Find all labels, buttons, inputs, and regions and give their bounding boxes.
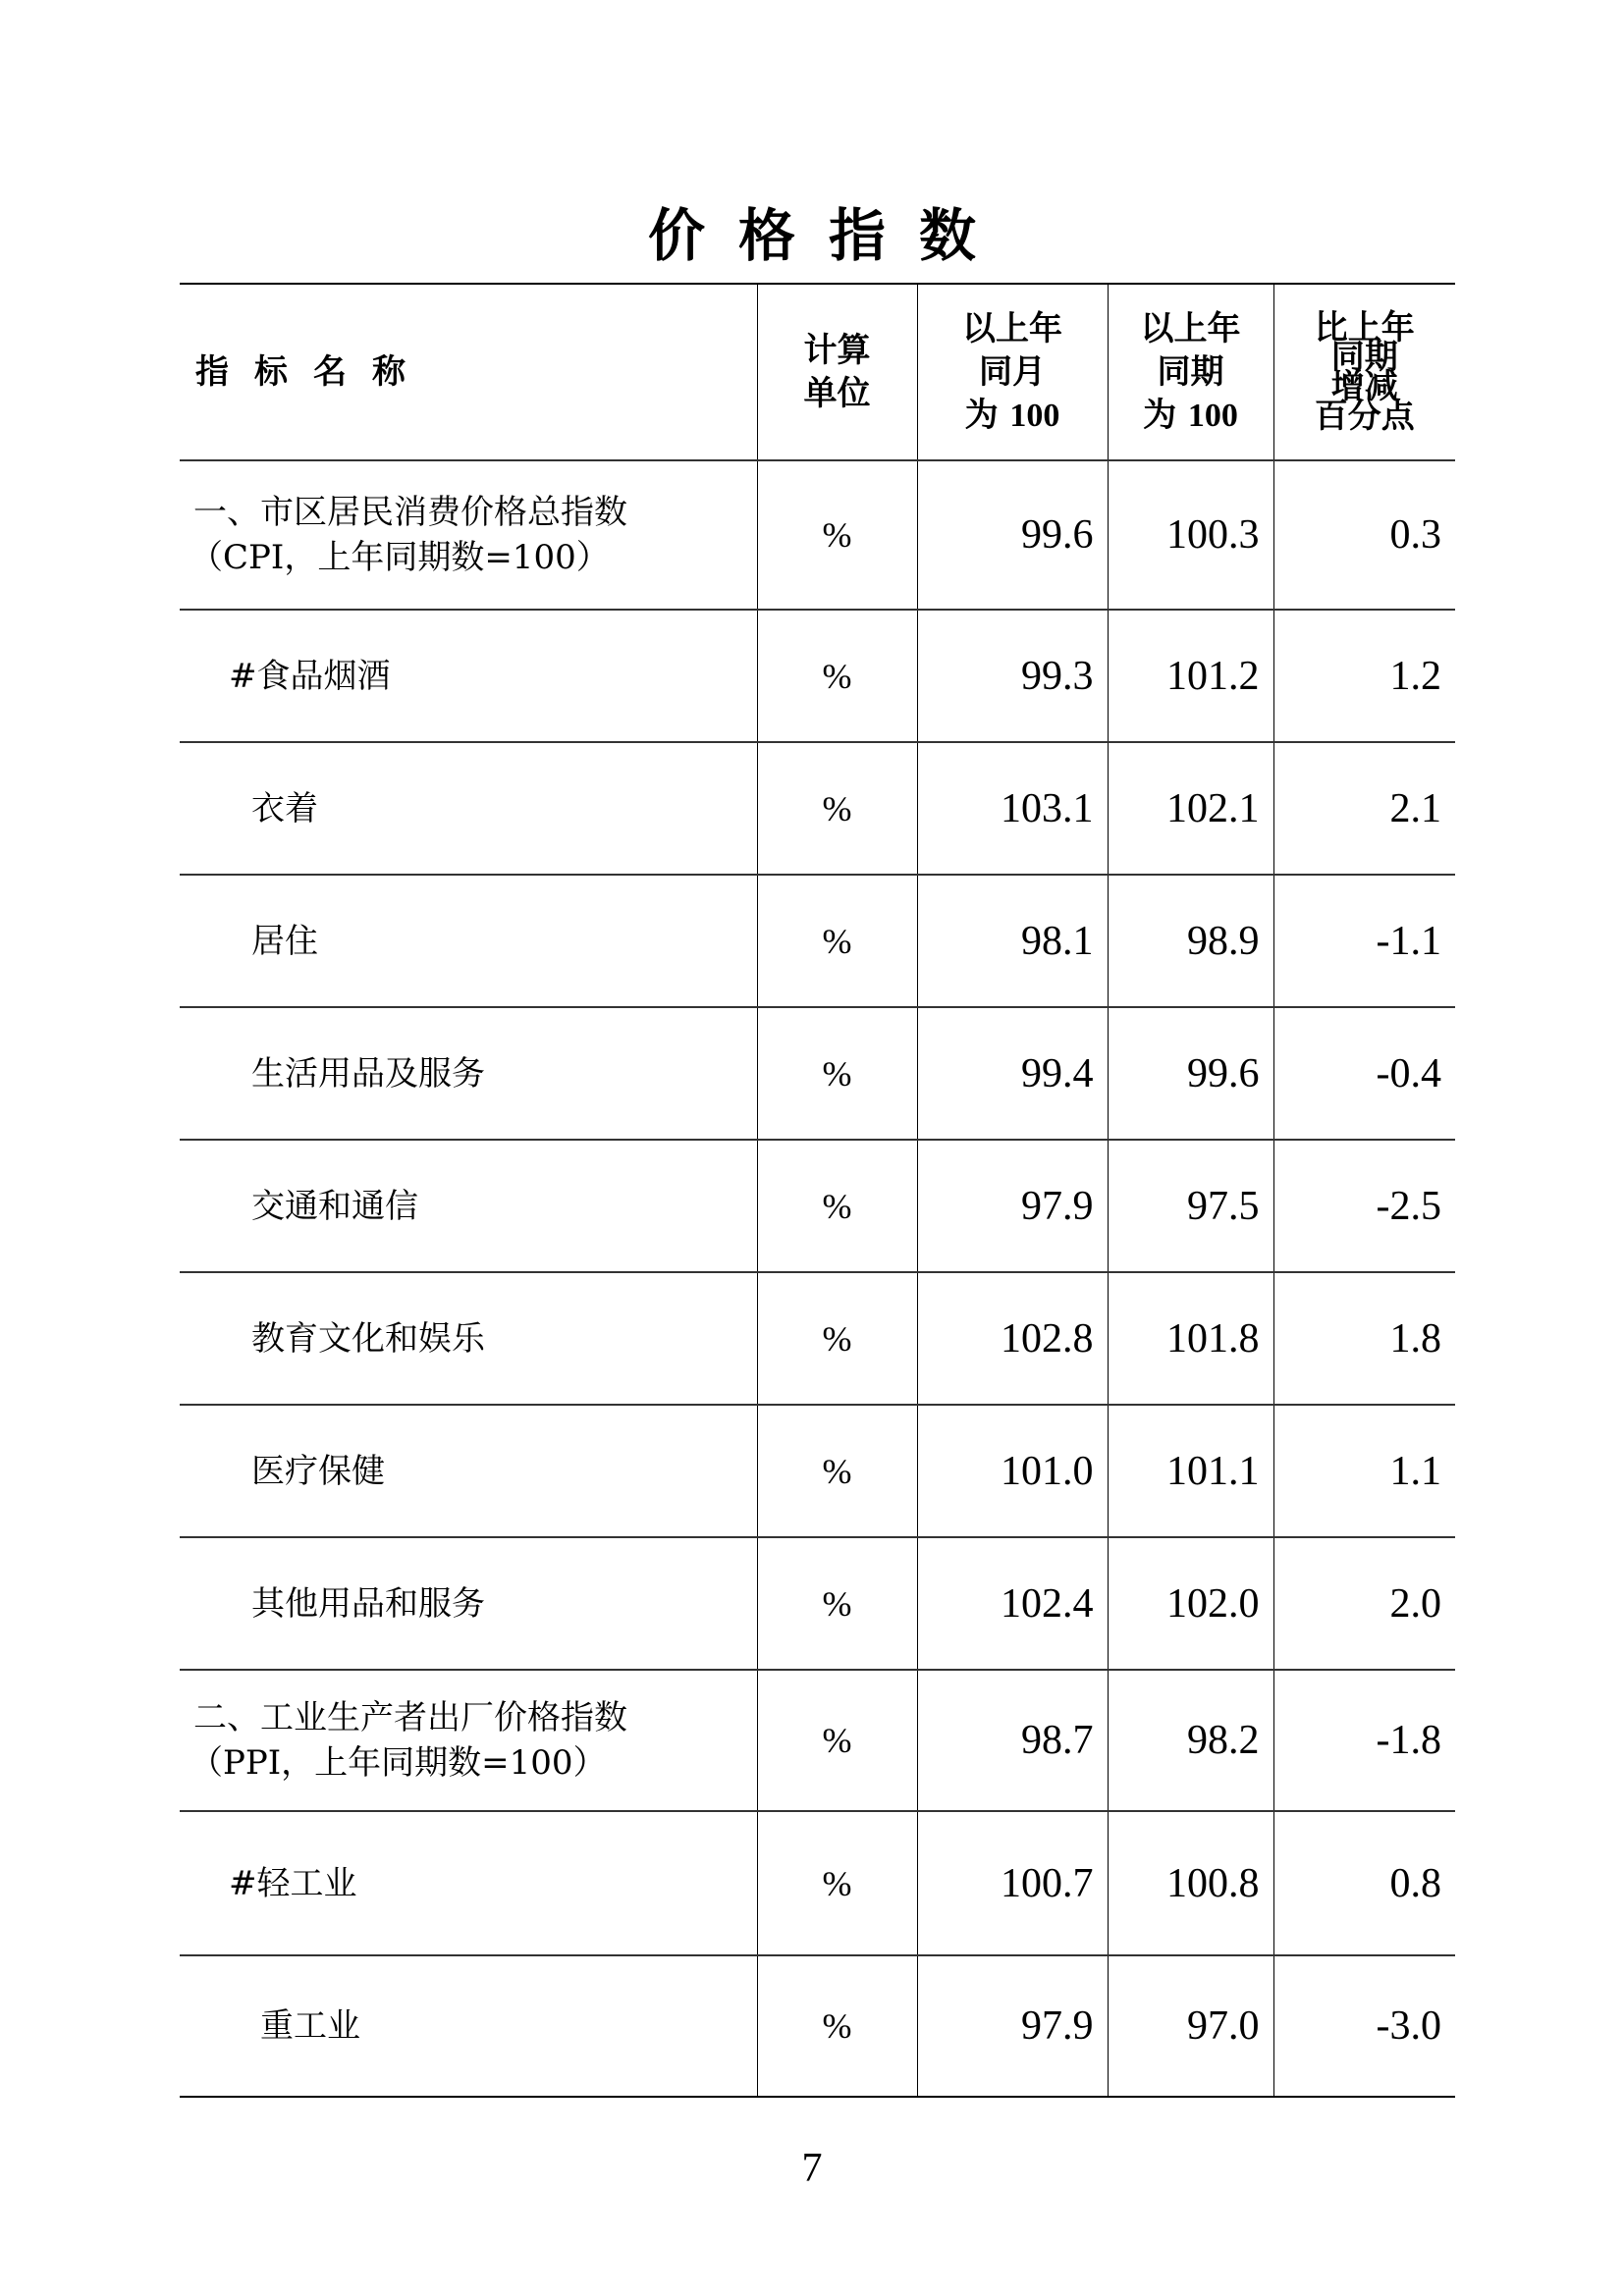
table-row (180, 1811, 1455, 1955)
yoy-period-value: 98.2 (1108, 1670, 1273, 1811)
indicator-name (180, 1405, 757, 1537)
indicator-name-line: 重工业 (260, 2006, 360, 2046)
yoy-month-value: 100.7 (917, 1811, 1108, 1955)
header-change-points (1273, 284, 1455, 460)
change-points-value: -2.5 (1273, 1140, 1455, 1272)
indicator-name (180, 875, 757, 1007)
change-points-value: -1.1 (1273, 875, 1455, 1007)
header-line: 同期 (1157, 351, 1224, 392)
indicator-name (180, 1140, 757, 1272)
table-row (180, 1405, 1455, 1537)
indicator-name (180, 742, 757, 875)
unit-cell: % (757, 1140, 917, 1272)
change-points-value: -3.0 (1273, 1955, 1455, 2097)
indicator-name-line: （CPI，上年同期数=100） (189, 538, 610, 577)
table-row (180, 1537, 1455, 1670)
header-line: 比上年 (1314, 308, 1415, 347)
indicator-name (180, 1272, 757, 1405)
yoy-period-value: 102.0 (1108, 1537, 1273, 1670)
table-row (180, 1140, 1455, 1272)
yoy-month-value: 97.9 (917, 1955, 1108, 2097)
header-line (918, 394, 1108, 438)
indicator-name (180, 1955, 757, 2097)
change-points-value: 0.8 (1273, 1811, 1455, 1955)
header-unit-line: 单位 (803, 374, 871, 413)
header-line: 百分点 (1314, 397, 1415, 436)
header-word: 为 (964, 395, 999, 435)
table-row (180, 875, 1455, 1007)
yoy-period-value: 99.6 (1108, 1007, 1273, 1140)
indicator-name-line: （PPI，上年同期数=100） (189, 1743, 607, 1783)
change-points-value: 1.2 (1273, 610, 1455, 742)
change-points-value: 1.8 (1273, 1272, 1455, 1405)
indicator-name (180, 460, 757, 610)
page-number: 7 (801, 2146, 823, 2191)
yoy-period-value: 100.3 (1108, 460, 1273, 610)
header-number: 100 (1009, 397, 1060, 434)
unit-cell: % (757, 742, 917, 875)
yoy-period-value: 101.1 (1108, 1405, 1273, 1537)
yoy-month-value: 98.1 (917, 875, 1108, 1007)
indicator-name-line: 二、工业生产者出厂价格指数 (193, 1698, 627, 1737)
unit-cell: % (757, 1955, 917, 2097)
unit-cell: % (757, 1007, 917, 1140)
table-row (180, 742, 1455, 875)
table-row (180, 1955, 1455, 2097)
change-points-value: -0.4 (1273, 1007, 1455, 1140)
yoy-month-value: 101.0 (917, 1405, 1108, 1537)
page-title: 价格指数 (647, 202, 1009, 269)
yoy-period-value: 97.0 (1108, 1955, 1273, 2097)
header-line: 增减 (1330, 367, 1398, 406)
unit-cell: % (757, 460, 917, 610)
header-word: 为 (1143, 395, 1177, 435)
yoy-period-value: 101.2 (1108, 610, 1273, 742)
header-unit (757, 284, 917, 460)
unit-cell: % (757, 1405, 917, 1537)
indicator-name (180, 1007, 757, 1140)
header-line: 同月 (979, 351, 1046, 392)
yoy-month-value: 102.8 (917, 1272, 1108, 1405)
price-index-table (180, 283, 1455, 2098)
yoy-month-value: 99.4 (917, 1007, 1108, 1140)
indicator-name-line: 衣着 (251, 788, 318, 828)
yoy-period-value: 98.9 (1108, 875, 1273, 1007)
change-points-value: 0.3 (1273, 460, 1455, 610)
header-yoy-month (917, 284, 1108, 460)
yoy-period-value: 100.8 (1108, 1811, 1273, 1955)
indicator-name (180, 1537, 757, 1670)
indicator-name-line: 教育文化和娱乐 (251, 1318, 485, 1359)
table-row (180, 610, 1455, 742)
header-indicator-name: 指标名称 (180, 284, 757, 460)
yoy-period-value: 101.8 (1108, 1272, 1273, 1405)
unit-cell: % (757, 875, 917, 1007)
table-row (180, 1670, 1455, 1811)
indicator-name-line: 其他用品和服务 (251, 1583, 485, 1624)
change-points-value: 2.1 (1273, 742, 1455, 875)
indicator-name-line: #轻工业 (229, 1863, 357, 1903)
unit-cell: % (757, 1811, 917, 1955)
change-points-value: 1.1 (1273, 1405, 1455, 1537)
header-line: 同期 (1330, 338, 1398, 377)
header-line (1109, 394, 1273, 438)
indicator-name-line: 生活用品及服务 (251, 1053, 485, 1094)
header-number: 100 (1187, 397, 1238, 434)
indicator-name-line: 医疗保健 (251, 1451, 385, 1491)
indicator-name (180, 1670, 757, 1811)
yoy-month-value: 103.1 (917, 742, 1108, 875)
unit-cell: % (757, 1670, 917, 1811)
header-line: 以上年 (962, 308, 1062, 348)
yoy-month-value: 102.4 (917, 1537, 1108, 1670)
table-row (180, 460, 1455, 610)
change-points-value: -1.8 (1273, 1670, 1455, 1811)
yoy-month-value: 99.3 (917, 610, 1108, 742)
table-header-row (180, 284, 1455, 460)
unit-cell: % (757, 1272, 917, 1405)
unit-cell: % (757, 1537, 917, 1670)
yoy-month-value: 98.7 (917, 1670, 1108, 1811)
change-points-value: 2.0 (1273, 1537, 1455, 1670)
header-unit-line: 计算 (803, 331, 871, 370)
indicator-name-line: 居住 (251, 921, 318, 961)
table-row (180, 1007, 1455, 1140)
indicator-name (180, 1811, 757, 1955)
yoy-period-value: 102.1 (1108, 742, 1273, 875)
header-line: 以上年 (1140, 308, 1241, 348)
yoy-month-value: 99.6 (917, 460, 1108, 610)
header-yoy-period (1108, 284, 1273, 460)
indicator-name (180, 610, 757, 742)
table-row (180, 1272, 1455, 1405)
indicator-name-line: 交通和通信 (251, 1186, 418, 1226)
unit-cell: % (757, 610, 917, 742)
yoy-month-value: 97.9 (917, 1140, 1108, 1272)
indicator-name-line: 一、市区居民消费价格总指数 (193, 493, 627, 532)
indicator-name-line: #食品烟酒 (229, 656, 391, 696)
yoy-period-value: 97.5 (1108, 1140, 1273, 1272)
